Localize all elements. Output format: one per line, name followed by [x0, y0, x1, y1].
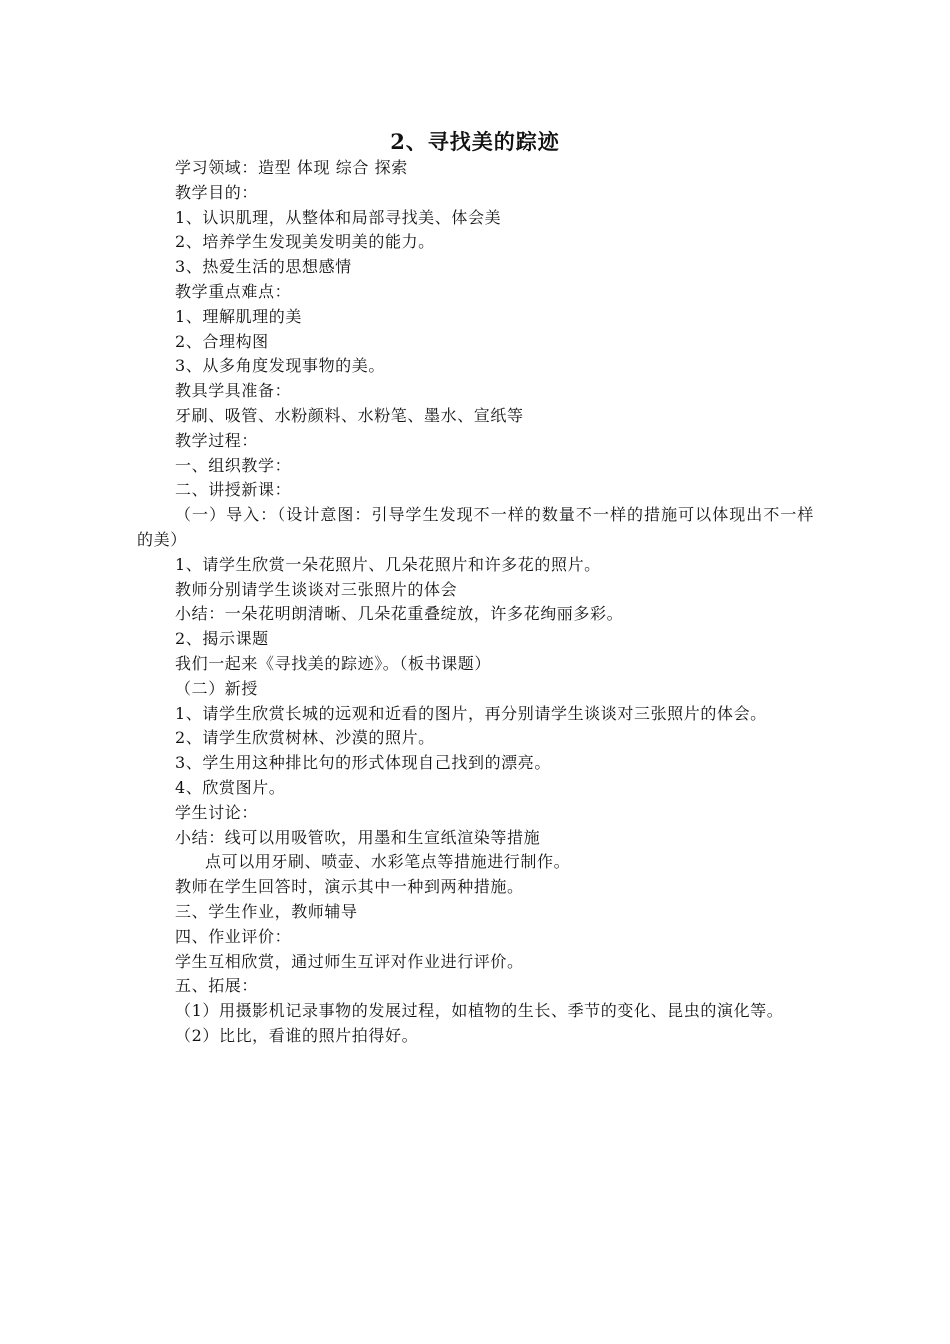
text-line: 学习领域：造型 体现 综合 探索: [175, 158, 408, 177]
text-line: 学生讨论：: [175, 802, 259, 822]
text-line: 一、组织教学：: [175, 455, 292, 475]
text-line: （2）比比，看谁的照片拍得好。: [175, 1025, 419, 1045]
text-line: 教学目的：: [175, 182, 259, 202]
text-line: 教师分别请学生谈谈对三张照片的体会: [175, 579, 458, 599]
text-line: 三、学生作业，教师辅导: [175, 901, 358, 921]
document-body: [137, 156, 814, 1049]
text-line: 3、热爱生活的思想感情: [175, 257, 352, 277]
text-line: 点可以用牙刷、喷壶、水彩笔点等措施进行制作。: [205, 852, 571, 872]
text-line: 小结：线可以用吸管吹，用墨和生宣纸渲染等措施: [175, 827, 541, 847]
text-paragraph: 1、请学生欣赏长城的远观和近看的图片，再分别请学生谈谈对三张照片的体会。: [175, 703, 767, 723]
text-line: 1、请学生欣赏一朵花照片、几朵花照片和许多花的照片。: [175, 554, 601, 574]
text-line: 我们一起来《寻找美的踪迹》。（板书课题）: [175, 653, 492, 673]
text-line: 3、从多角度发现事物的美。: [175, 356, 385, 376]
text-line: 1、认识肌理，从整体和局部寻找美、体会美: [175, 207, 502, 227]
text-line: 牙刷、吸管、水粉颜料、水粉笔、墨水、宣纸等: [175, 405, 524, 425]
text-line: 教师在学生回答时，演示其中一种到两种措施。: [175, 877, 524, 897]
text-line: 2、揭示课题: [175, 629, 269, 649]
text-paragraph: （一）导入：（设计意图：引导学生发现不一样的数量不一样的措施可以体现出不一样的美）: [137, 505, 814, 549]
text-line: 2、请学生欣赏树林、沙漠的照片。: [175, 728, 435, 748]
text-line: 教具学具准备：: [175, 381, 292, 401]
text-line: 四、作业评价：: [175, 926, 292, 946]
text-line: 五、拓展：: [175, 976, 259, 996]
text-paragraph: （1）用摄影机记录事物的发展过程，如植物的生长、季节的变化、昆虫的演化等。: [175, 1001, 784, 1021]
text-line: 4、欣赏图片。: [175, 777, 286, 797]
text-line: 1、理解肌理的美: [175, 306, 302, 326]
text-line: 3、学生用这种排比句的形式体现自己找到的漂亮。: [175, 753, 551, 773]
text-line: 教学过程：: [175, 430, 259, 450]
text-line: 教学重点难点：: [175, 281, 292, 301]
text-line: 二、讲授新课：: [175, 480, 292, 500]
text-line: 学生互相欣赏，通过师生互评对作业进行评价。: [175, 951, 524, 971]
text-line: 2、合理构图: [175, 331, 269, 351]
text-line: 2、培养学生发现美发明美的能力。: [175, 232, 435, 252]
text-line: 小结：一朵花明朗清晰、几朵花重叠绽放，许多花绚丽多彩。: [175, 604, 624, 624]
text-line: （二）新授: [175, 678, 259, 698]
document-title: 2、寻找美的踪迹: [390, 129, 560, 154]
